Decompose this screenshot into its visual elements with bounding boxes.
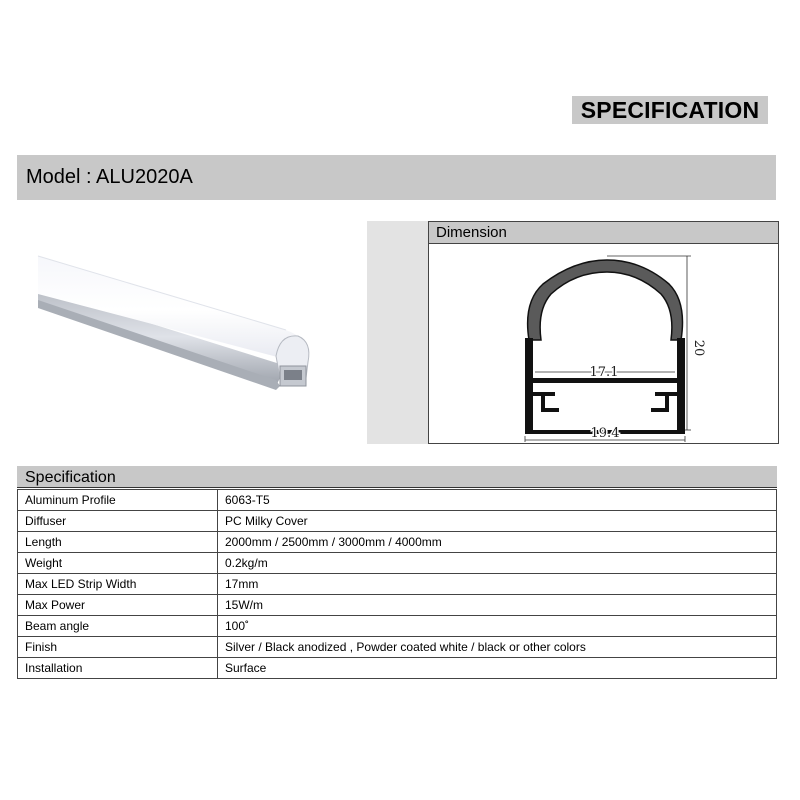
table-row: [18, 553, 777, 574]
spec-label: Finish: [18, 637, 218, 658]
table-row: [18, 637, 777, 658]
spec-label: Aluminum Profile: [18, 490, 218, 511]
spec-value: 0.2kg/m: [218, 553, 777, 574]
table-row: [18, 490, 777, 511]
page-heading: SPECIFICATION: [572, 96, 768, 124]
model-bar: [17, 155, 776, 200]
spec-value: 17mm: [218, 574, 777, 595]
spec-value: Surface: [218, 658, 777, 679]
specification-table: [17, 489, 777, 679]
specification-title: Specification: [17, 466, 777, 488]
spec-label: Diffuser: [18, 511, 218, 532]
table-row: [18, 532, 777, 553]
spec-label: Beam angle: [18, 616, 218, 637]
dimension-title: Dimension: [429, 222, 778, 244]
spec-label: Length: [18, 532, 218, 553]
spec-value: Silver / Black anodized , Powder coated white / black or other colors: [218, 637, 777, 658]
model-label: Model : ALU2020A: [26, 166, 193, 188]
dimension-panel: [428, 221, 779, 444]
specification-section: [17, 466, 777, 679]
table-row: [18, 511, 777, 532]
inner-width-label: 17.1: [589, 365, 619, 380]
spec-label: Max LED Strip Width: [18, 574, 218, 595]
height-label: 20: [691, 339, 706, 357]
decorative-block: [367, 221, 428, 444]
spec-value: PC Milky Cover: [218, 511, 777, 532]
table-row: [18, 658, 777, 679]
profile-cross-section-drawing: [429, 244, 778, 443]
product-image: [36, 238, 318, 398]
spec-label: Installation: [18, 658, 218, 679]
spec-value: 2000mm / 2500mm / 3000mm / 4000mm: [218, 532, 777, 553]
spec-value: 6063-T5: [218, 490, 777, 511]
spec-label: Weight: [18, 553, 218, 574]
spec-label: Max Power: [18, 595, 218, 616]
outer-width-label: 19.4: [590, 426, 620, 441]
spec-value: 15W/m: [218, 595, 777, 616]
spec-value: 100˚: [218, 616, 777, 637]
table-row: [18, 616, 777, 637]
table-row: [18, 574, 777, 595]
table-row: [18, 595, 777, 616]
